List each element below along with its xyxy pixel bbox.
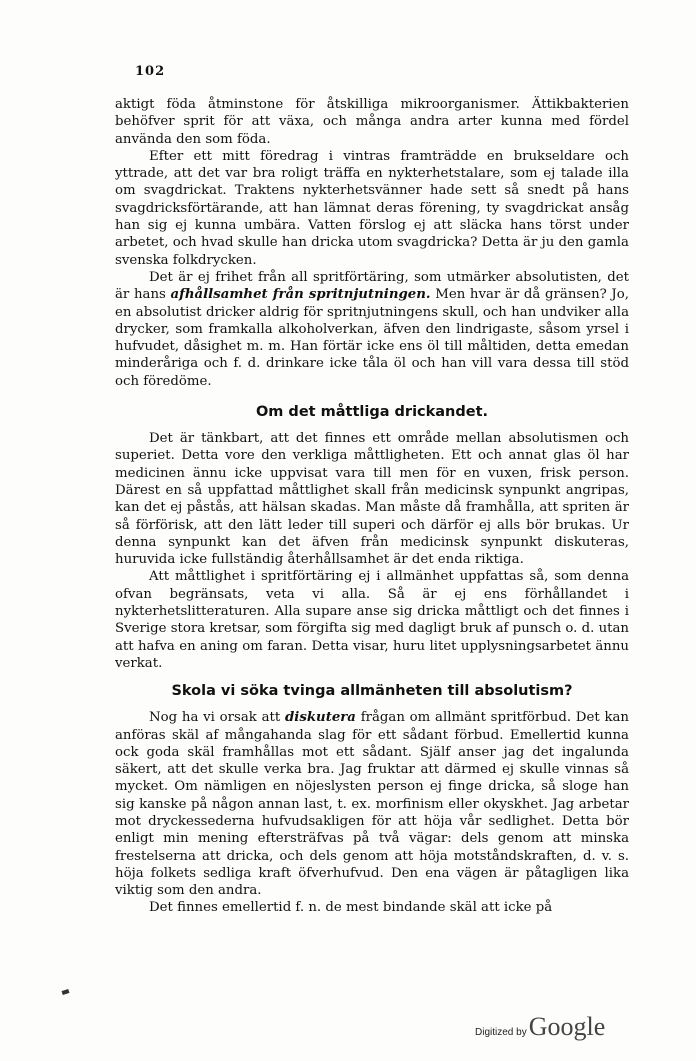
page-number: 102 <box>135 64 166 79</box>
section-intro <box>115 96 629 390</box>
paragraph-text: Men hvar är då gränsen? Jo, en absolutist dricker aldrig för spritnjutningens skull, och han undviker alla drycker, som framkalla alkoholverkan, äfven den lindrigaste, såsom yrsel i hufvudet, dåsighet m. m. Han förtär icke ens öl till måltiden, detta emedan minderåriga och f. d. drinkare icke tåla öl och han vill vara dessa till stöd och föredöme. <box>115 287 629 389</box>
paragraph-text: aktigt föda åtminstone för åtskilliga mikroorganismer. Ättikbakterien behöfver sprit för att växa, och många andra arter kunna med fördel använda den som föda. <box>115 97 629 147</box>
paragraph-text: Det är ej frihet från all spritförtäring, som utmärker absolutisten, det är hans <box>115 269 629 303</box>
paragraph <box>115 899 629 916</box>
section-moderate-drinking <box>115 430 629 672</box>
paragraph-text: frågan om allmänt spritförbud. Det kan anföras skäl af mångahanda slag för ett sådant förbud. Emellertid kunna ock goda skäl framhållas mot ett sådant. Själf anser jag det ingalunda säkert, att det skulle verka bra. Jag fruktar att därmed ej skulle vinnas så mycket. Om nämligen en nöjeslysten person ej finge dricka, så sloge han sig kanske på någon annan last, t. ex. morfinism eller okyskhet. Jag arbetar mot dryckessederna hufvudsakligen för att höja vår sedlighet. Detta bör enligt min mening eftersträfvas på två vägar: dels genom att minska frestelserna att dricka, och dels genom att höja motståndskraften, d. v. s. höja folkets sedliga kraft öfverhufvud. Den ena vägen är påtagligen lika viktig som den andra. <box>115 710 629 899</box>
paragraph <box>115 269 629 390</box>
emphasized-text: diskutera <box>284 710 356 726</box>
paragraph <box>115 430 629 568</box>
emphasized-text: afhållsamhet från spritnjutningen. <box>170 287 431 303</box>
digitized-by-google-watermark <box>475 1012 605 1042</box>
scan-speck <box>62 989 70 995</box>
paragraph <box>115 568 629 672</box>
page-body <box>115 96 629 917</box>
section-heading-moderate-drinking: Om det måttliga drickandet. <box>255 404 489 421</box>
paragraph-text: Det finnes emellertid f. n. de mest bindande skäl att icke på <box>149 900 553 916</box>
paragraph-text: Efter ett mitt föredrag i vintras framträdde en brukseldare och yttrade, att det var bra roligt träffa en nykterhetstalare, som ej talade illa om svagdrickat. Traktens nykterhetsvänner hade sett så snedt på hans svagdricksförtärande, att han lämnat deras förening, ty svagdrickat ansåg han sig ej kunna umbära. Vatten förslog ej att släcka hans törst under arbetet, och hvad skulle han dricka utom svagdricka? Detta är ju den gamla svenska folkdrycken. <box>115 148 629 268</box>
section-absolutism <box>115 709 629 917</box>
paragraph-text: Det är tänkbart, att det finnes ett område mellan absolutismen och superiet. Detta vore den verkliga måttligheten. Ett och annat glas öl har medicinen ännu icke uppvisat vara till men för en vuxen, frisk person. Därest en så uppfattad måttlighet skall från medicinsk synpunkt angripas, kan det ej påstås, att hälsan skadas. Man måste då framhålla, att spriten är så förförisk, att den lätt leder till superi och därför ej alls bör brukas. Ur denna synpunkt kan det äfven från medicinsk synpunkt diskuteras, huruvida icke fullständig återhållsamhet är det enda riktiga. <box>115 431 629 568</box>
paragraph <box>115 96 629 148</box>
paragraph-text: Nog ha vi orsak att <box>149 710 285 726</box>
google-logo: Google <box>528 1012 606 1041</box>
paragraph <box>115 709 629 899</box>
section-heading-absolutism: Skola vi söka tvinga allmänheten till absolutism? <box>171 683 573 700</box>
paragraph <box>115 148 629 269</box>
paragraph-text: Att måttlighet i spritförtäring ej i allmänhet uppfattas så, som denna ofvan begränsats, veta vi alla. Så är ej ens förhållandet i nykterhetslitteraturen. Alla supare anse sig dricka måttligt och det finnes i Sverige stora kretsar, som förgifta sig med dagligt bruk af punsch o. d. utan att hafva en aning om faran. Detta visar, huru litet upplysningsarbetet ännu verkat. <box>115 569 629 671</box>
digitized-label: Digitized by <box>475 1027 527 1038</box>
